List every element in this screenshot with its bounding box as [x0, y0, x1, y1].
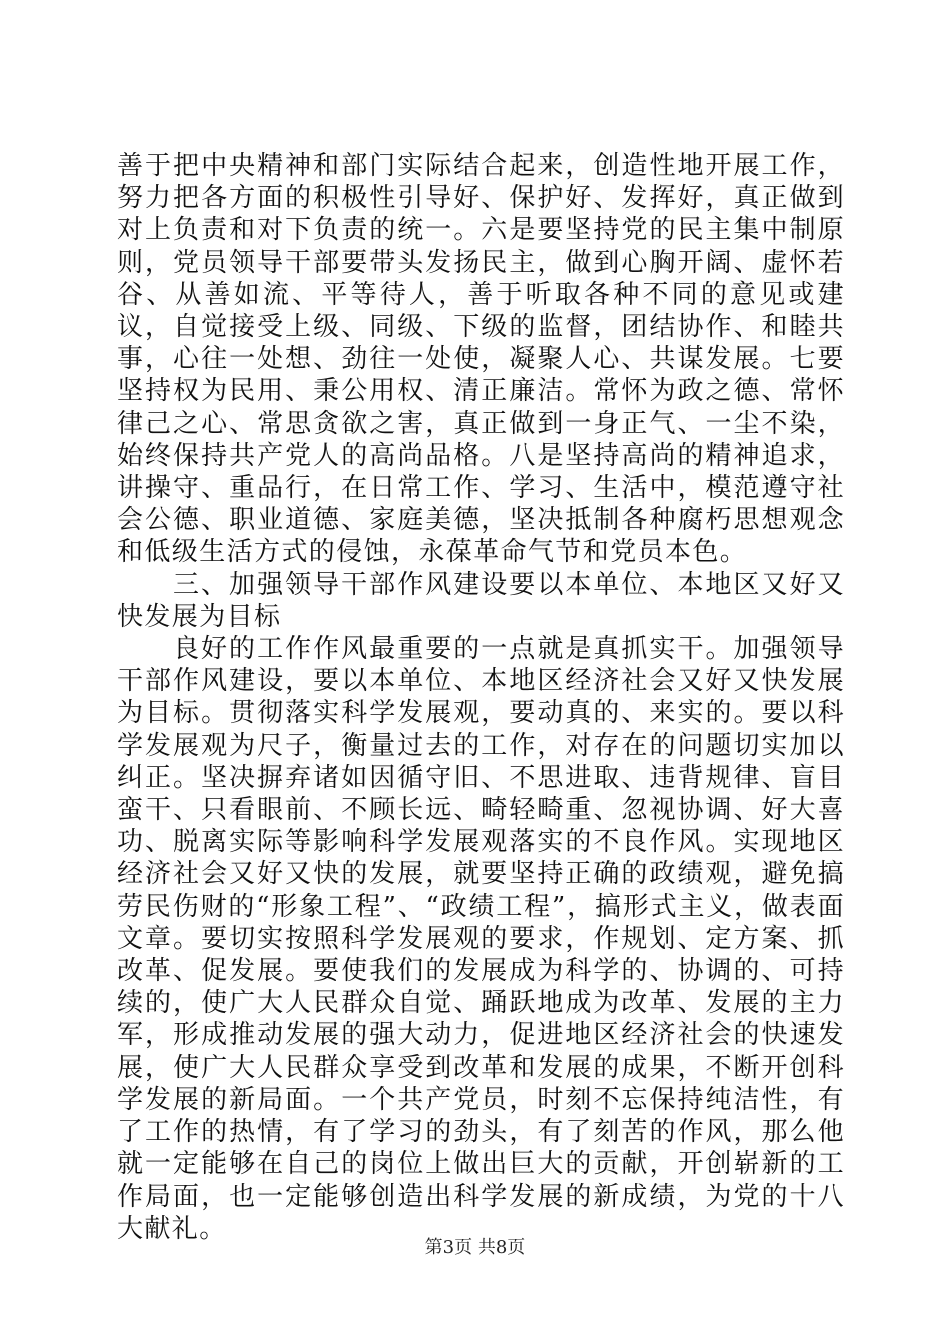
- paragraph-continuation: 善于把中央精神和部门实际结合起来，创造性地开展工作，努力把各方面的积极性引导好、保护好、发挥好，真正做到对上负责和对下负责的统一。六是要坚持党的民主集中制原则，党员领导干部要带头发扬民主，做到心胸开阔、虚怀若谷、从善如流、平等待人，善于听取各种不同的意见或建议，自觉接受上级、同级、下级的监督，团结协作、和睦共事，心往一处想、劲往一处使，凝聚人心、共谋发展。七要坚持权为民用、秉公用权、清正廉洁。常怀为政之德、常怀律己之心、常思贪欲之害，真正做到一身正气、一尘不染，始终保持共产党人的高尚品格。八是坚持高尚的精神追求，讲操守、重品行，在日常工作、学习、生活中，模范遵守社会公德、职业道德、家庭美德，坚决抵制各种腐朽思想观念和低级生活方式的侵蚀，永葆革命气节和党员本色。: [117, 151, 845, 568]
- section-heading: 三、加强领导干部作风建设要以本单位、本地区又好又快发展为目标: [117, 569, 845, 632]
- paragraph-section-three: 良好的工作作风最重要的一点就是真抓实干。加强领导干部作风建设，要以本单位、本地区经济社会又好又快发展为目标。贯彻落实科学发展观，要动真的、来实的。要以科学发展观为尺子，衡量过去的工作，对存在的问题切实加以纠正。坚决摒弃诸如因循守旧、不思进取、违背规律、盲目蛮干、只看眼前、不顾长远、畸轻畸重、忽视协调、好大喜功、脱离实际等影响科学发展观落实的不良作风。实现地区经济社会又好又快的发展，就要坚持正确的政绩观，避免搞劳民伤财的“形象工程”、“政绩工程”，搞形式主义，做表面文章。要切实按照科学发展观的要求，作规划、定方案、抓改革、促发展。要使我们的发展成为科学的、协调的、可持续的，使广大人民群众自觉、踊跃地成为改革、发展的主力军，形成推动发展的强大动力，促进地区经济社会的快速发展，使广大人民群众享受到改革和发展的成果，不断开创科学发展的新局面。一个共产党员，时刻不忘保持纯洁性，有了工作的热情，有了学习的劲头，有了刻苦的作风，那么他就一定能够在自己的岗位上做出巨大的贡献，开创崭新的工作局面，也一定能够创造出科学发展的新成绩，为党的十八大献礼。: [117, 634, 845, 1244]
- document-body: [117, 150, 845, 1245]
- page-number-footer: 第3页 共8页: [424, 1237, 526, 1258]
